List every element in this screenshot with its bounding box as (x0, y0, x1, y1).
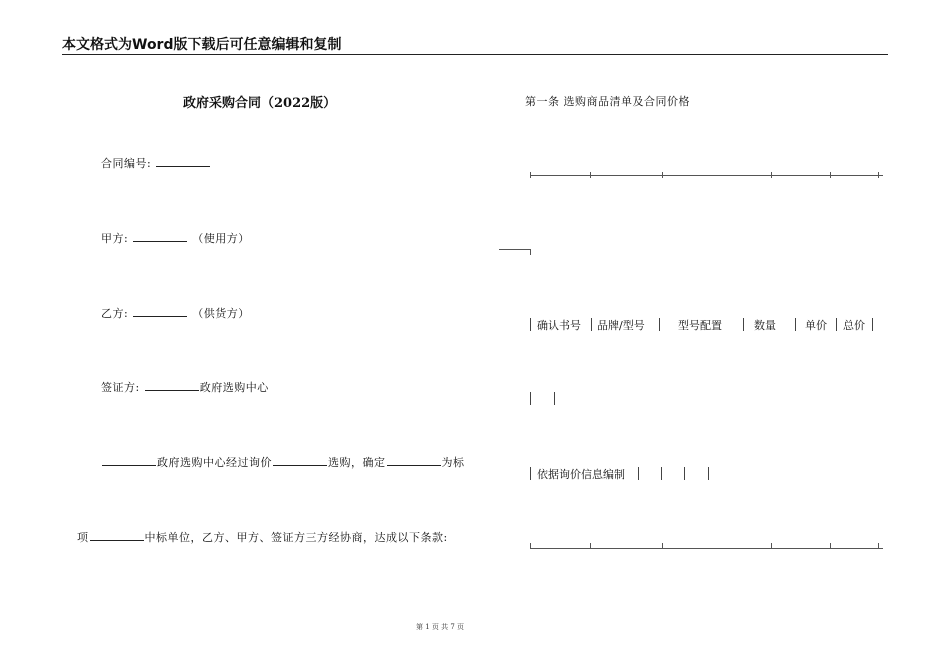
table-bottom-tick (662, 543, 663, 549)
party-b-blank (133, 316, 187, 317)
para2-text-a: 项 (77, 531, 89, 544)
body-paragraph-line-1 (101, 454, 465, 470)
table-side-rule (499, 249, 531, 250)
row-separator (530, 467, 531, 480)
document-header: 本文格式为Word版下载后可任意编辑和复制 (62, 37, 342, 53)
contract-number-line (101, 155, 211, 171)
row-separator (638, 467, 639, 480)
table-top-tick (771, 172, 772, 178)
column-separator (591, 318, 592, 331)
party-b-role: （供货方） (192, 307, 250, 320)
party-b-label: 乙方: (101, 307, 129, 320)
table-bottom-tick (771, 543, 772, 549)
para1-blank-1 (102, 465, 156, 466)
column-separator (795, 318, 796, 331)
para2-blank (90, 540, 144, 541)
para1-text-c: 为标 (441, 456, 465, 469)
column-header-confirmation-no: 确认书号 (537, 319, 581, 332)
table-bottom-tick (878, 543, 879, 549)
column-header-quantity: 数量 (754, 319, 776, 332)
para1-text-a: 政府选购中心经过询价 (157, 456, 272, 469)
table-side-tick (530, 249, 531, 255)
page-footer: 第 1 页 共 7 页 (416, 623, 465, 631)
table-top-tick (830, 172, 831, 178)
row-separator (684, 467, 685, 480)
party-a-blank (133, 241, 187, 242)
column-header-unit-price: 单价 (805, 319, 827, 332)
table-bottom-tick (590, 543, 591, 549)
para1-blank-3 (387, 465, 441, 466)
para1-text-b: 选购，确定 (328, 456, 386, 469)
table-bottom-tick (830, 543, 831, 549)
column-header-total-price: 总价 (843, 319, 865, 332)
column-separator (872, 318, 873, 331)
witness-label: 签证方: (101, 381, 140, 394)
row-separator (708, 467, 709, 480)
party-a-label: 甲方: (101, 232, 129, 245)
para2-text-b: 中标单位，乙方、甲方、签证方三方经协商，达成以下条款: (144, 531, 448, 544)
witness-line (101, 379, 269, 395)
column-header-configuration: 型号配置 (678, 319, 722, 332)
column-separator (659, 318, 660, 331)
table-top-tick (590, 172, 591, 178)
column-separator (530, 318, 531, 331)
body-paragraph-line-2 (77, 529, 448, 545)
row-separator (661, 467, 662, 480)
witness-blank (145, 390, 199, 391)
contract-number-blank (156, 166, 210, 167)
price-basis-cell: 依据询价信息编制 (537, 468, 625, 481)
table-top-tick (662, 172, 663, 178)
table-top-tick (878, 172, 879, 178)
header-rule (62, 54, 888, 55)
witness-org: 政府选购中心 (199, 381, 269, 394)
table-bottom-tick (530, 543, 531, 549)
column-separator (836, 318, 837, 331)
column-separator (743, 318, 744, 331)
party-b-line (101, 305, 250, 321)
article-1-title: 第一条 选购商品清单及合同价格 (525, 95, 690, 108)
table-top-tick (530, 172, 531, 178)
para1-blank-2 (273, 465, 327, 466)
contract-title: 政府采购合同（2022版） (183, 96, 337, 111)
row-separator (554, 392, 555, 405)
party-a-line (101, 230, 250, 246)
party-a-role: （使用方） (192, 232, 250, 245)
contract-number-label: 合同编号: (101, 157, 152, 170)
column-header-brand-model: 品牌/型号 (597, 319, 645, 332)
row-separator (530, 392, 531, 405)
